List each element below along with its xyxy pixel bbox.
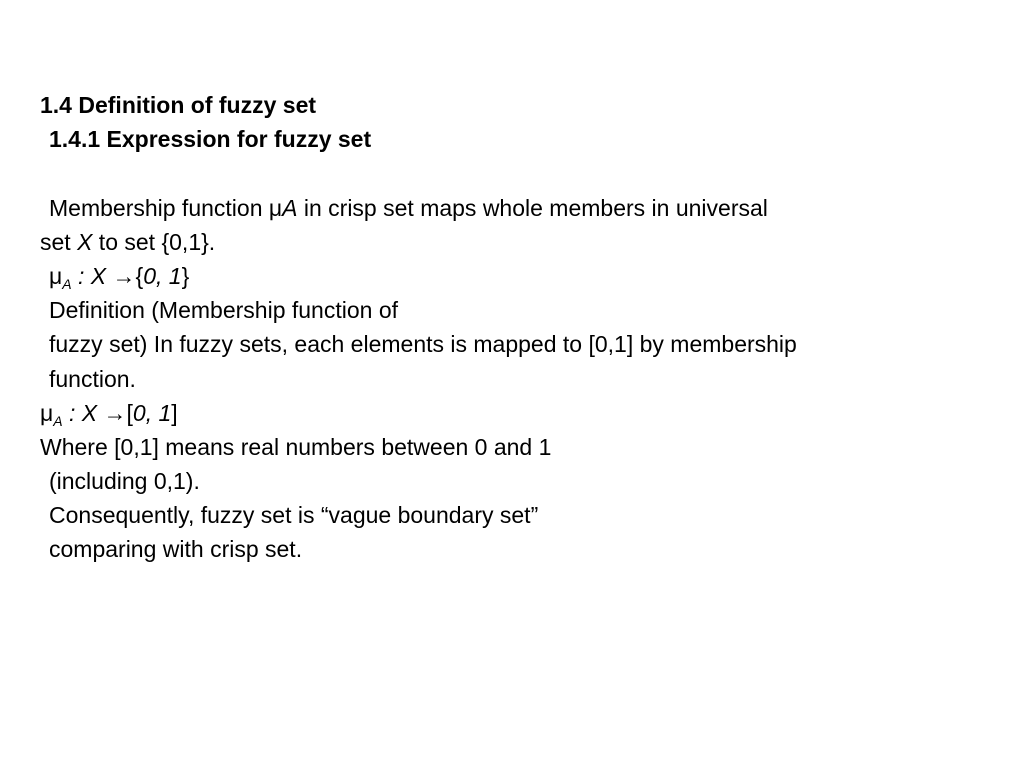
fuzzy-formula: [40, 396, 1000, 430]
membership-paragraph-line-1: [40, 191, 1000, 225]
bracket-close: }: [181, 262, 190, 289]
text: Membership function μ: [49, 194, 283, 221]
bracket-close: ]: [171, 399, 178, 426]
definition-line-3: function.: [49, 365, 136, 392]
mu-subscript: A: [62, 275, 72, 292]
where-line-1: Where [0,1] means real numbers between 0 and 1: [40, 433, 552, 460]
variable-a: A: [282, 194, 298, 221]
variable-x: X: [77, 228, 93, 255]
mu-symbol: μ: [40, 399, 54, 426]
formula-mapping: : X →: [71, 262, 136, 289]
text: to set {0,1}.: [92, 228, 216, 255]
conclusion-line-2: comparing with crisp set.: [49, 536, 303, 563]
definition-line-2: fuzzy set) In fuzzy sets, each elements is mapped to [0,1] by membership: [49, 331, 797, 358]
mu-symbol: μ: [49, 262, 63, 289]
text: in crisp set maps whole members in universal: [297, 194, 768, 221]
spacer: [40, 156, 1000, 190]
mu-subscript: A: [53, 412, 63, 429]
bracket-open: [: [126, 399, 133, 426]
formula-mapping: : X →: [62, 399, 127, 426]
membership-paragraph-line-2: [40, 225, 1000, 259]
where-line-2: (including 0,1).: [49, 468, 200, 495]
conclusion-line-1: Consequently, fuzzy set is “vague boundary set”: [49, 502, 539, 529]
definition-line-1: Definition (Membership function of: [49, 297, 398, 324]
formula-range: 0, 1: [132, 399, 172, 426]
text: set: [40, 228, 78, 255]
bracket-open: {: [135, 262, 144, 289]
crisp-formula: [40, 259, 1000, 293]
formula-range: 0, 1: [143, 262, 182, 289]
slide-content: [40, 88, 1000, 567]
section-heading: 1.4 Definition of fuzzy set: [40, 92, 317, 118]
subsection-heading: 1.4.1 Expression for fuzzy set: [49, 126, 372, 153]
